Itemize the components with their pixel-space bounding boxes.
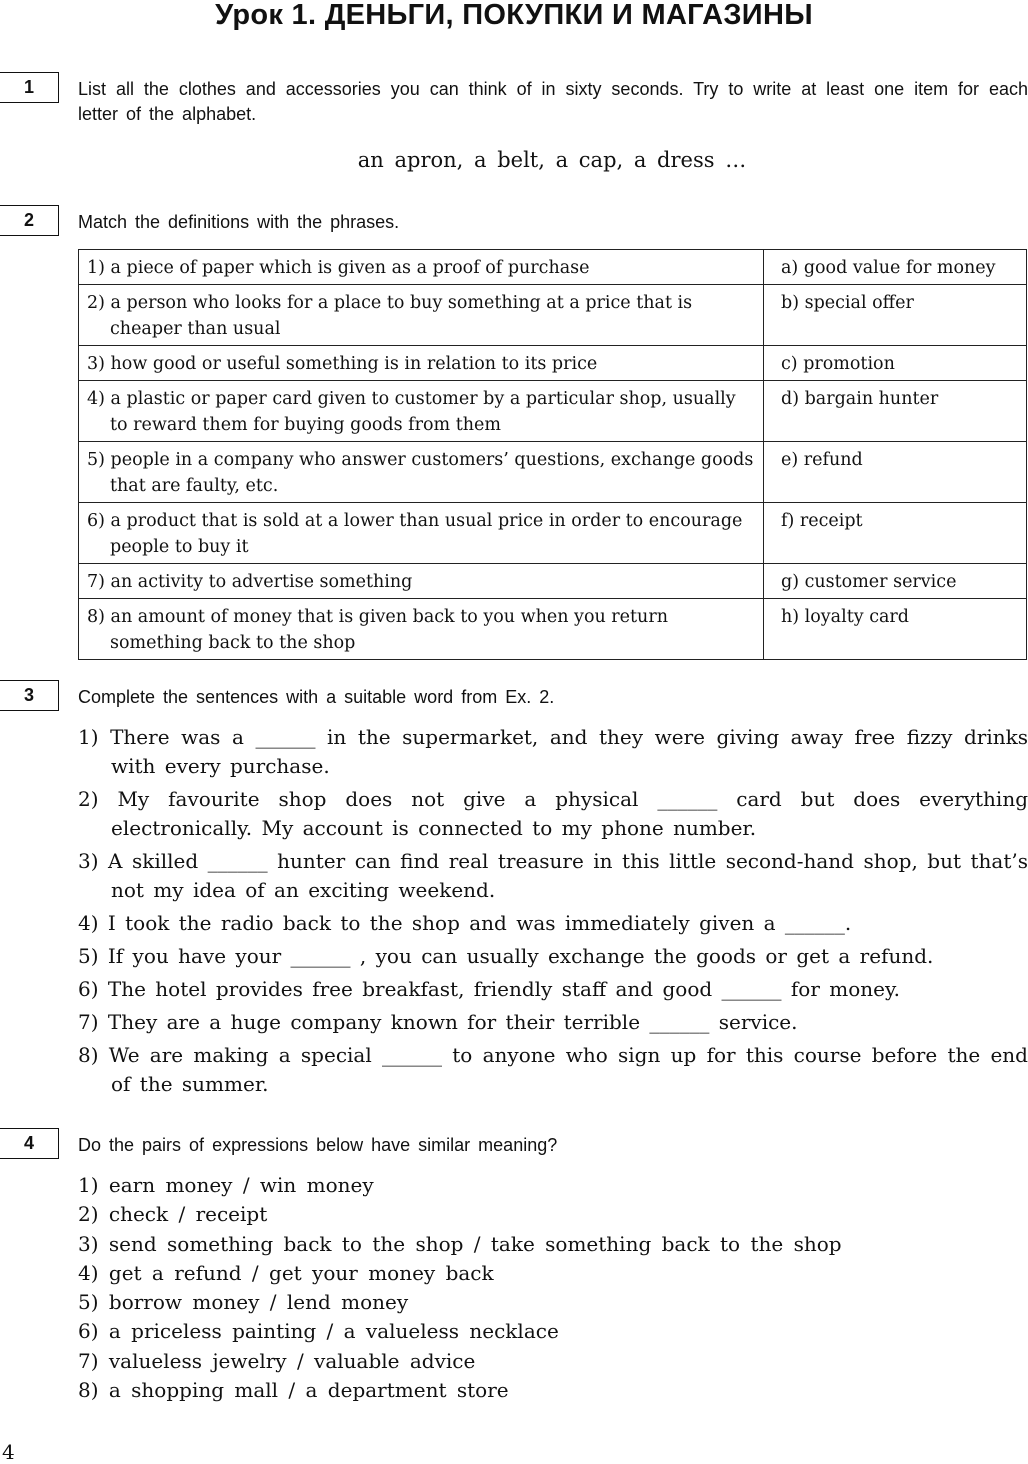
list-item: 5) borrow money / lend money	[78, 1290, 409, 1315]
definition-cell: 7) an activity to advertise something	[79, 564, 764, 599]
exercise-4-instruction: Do the pairs of expressions below have similar meaning?	[78, 1135, 558, 1155]
definition-cell: 2) a person who looks for a place to buy something at a price that is cheaper than usual	[79, 285, 764, 346]
table-row	[79, 381, 1027, 442]
page-title: Урок 1. ДЕНЬГИ, ПОКУПКИ И МАГАЗИНЫ	[215, 0, 813, 31]
exercise-3-instruction: Complete the sentences with a suitable word from Ex. 2.	[78, 687, 555, 707]
list-item: 7) They are a huge company known for their terrible ______ service.	[78, 1010, 798, 1034]
list-item: 6) a priceless painting / a valueless necklace	[78, 1319, 559, 1344]
list-item: 1) earn money / win money	[78, 1173, 374, 1197]
definition-cell: 4) a plastic or paper card given to customer by a particular shop, usually to reward them for buying goods from them	[79, 381, 764, 442]
list-item: 5) If you have your ______ , you can usually exchange the goods or get a refund.	[78, 944, 934, 968]
phrase-cell: e) refund	[764, 442, 1027, 503]
list-item: 1) There was a ______ in the supermarket, and they were giving away free fizzy drinks with every purchase.	[78, 725, 1028, 778]
exercise-4-number: 4	[0, 1128, 59, 1159]
list-item: 2) My favourite shop does not give a physical ______ card but does everything electronically. My account is connected to my phone number.	[78, 787, 1028, 840]
phrase-cell: b) special offer	[764, 285, 1027, 346]
exercise-1-number: 1	[0, 72, 59, 103]
list-item: 4) get a refund / get your money back	[78, 1260, 494, 1285]
phrase-cell: f) receipt	[764, 503, 1027, 564]
phrase-cell: h) loyalty card	[764, 599, 1027, 660]
table-row	[79, 599, 1027, 660]
list-item: 3) send something back to the shop / take something back to the shop	[78, 1231, 842, 1256]
exercise-2-instruction: Match the definitions with the phrases.	[78, 212, 400, 232]
table-row	[79, 250, 1027, 285]
definition-cell: 6) a product that is sold at a lower than usual price in order to encourage people to buy it	[79, 503, 764, 564]
list-item: 8) a shopping mall / a department store	[78, 1378, 509, 1403]
table-row	[79, 285, 1027, 346]
exercise-3-number: 3	[0, 680, 59, 711]
exercise-2-number: 2	[0, 205, 59, 236]
page-number: 4	[2, 1440, 15, 1464]
list-item: 7) valueless jewelry / valuable advice	[78, 1348, 476, 1373]
pairs-list	[78, 1171, 1028, 1405]
table-row	[79, 564, 1027, 599]
phrase-cell: g) customer service	[764, 564, 1027, 599]
list-item: 6) The hotel provides free breakfast, friendly staff and good ______ for money.	[78, 977, 900, 1001]
list-item: 4) I took the radio back to the shop and was immediately given a ______.	[78, 911, 852, 935]
definition-cell: 8) an amount of money that is given back to you when you return something back to the shop	[79, 599, 764, 660]
phrase-cell: c) promotion	[764, 346, 1027, 381]
list-item: 8) We are making a special ______ to anyone who sign up for this course before the end of the summer.	[78, 1043, 1028, 1096]
table-row	[79, 503, 1027, 564]
definition-cell: 3) how good or useful something is in relation to its price	[79, 346, 764, 381]
exercise-1-instruction: List all the clothes and accessories you can think of in sixty seconds. Try to write at least one item for each letter of the alphabet.	[78, 79, 1028, 124]
exercise-1-example: an apron, a belt, a cap, a dress …	[357, 148, 747, 172]
sentence-list	[78, 723, 1028, 1103]
phrase-cell: d) bargain hunter	[764, 381, 1027, 442]
table-row	[79, 346, 1027, 381]
definition-cell: 1) a piece of paper which is given as a proof of purchase	[79, 250, 764, 285]
table-row	[79, 442, 1027, 503]
phrase-cell: a) good value for money	[764, 250, 1027, 285]
definitions-table	[78, 249, 1027, 660]
definition-cell: 5) people in a company who answer customers’ questions, exchange goods that are faulty, etc.	[79, 442, 764, 503]
list-item: 3) A skilled ______ hunter can find real treasure in this little second-hand shop, but that’s not my idea of an exciting weekend.	[78, 849, 1028, 902]
list-item: 2) check / receipt	[78, 1202, 268, 1227]
